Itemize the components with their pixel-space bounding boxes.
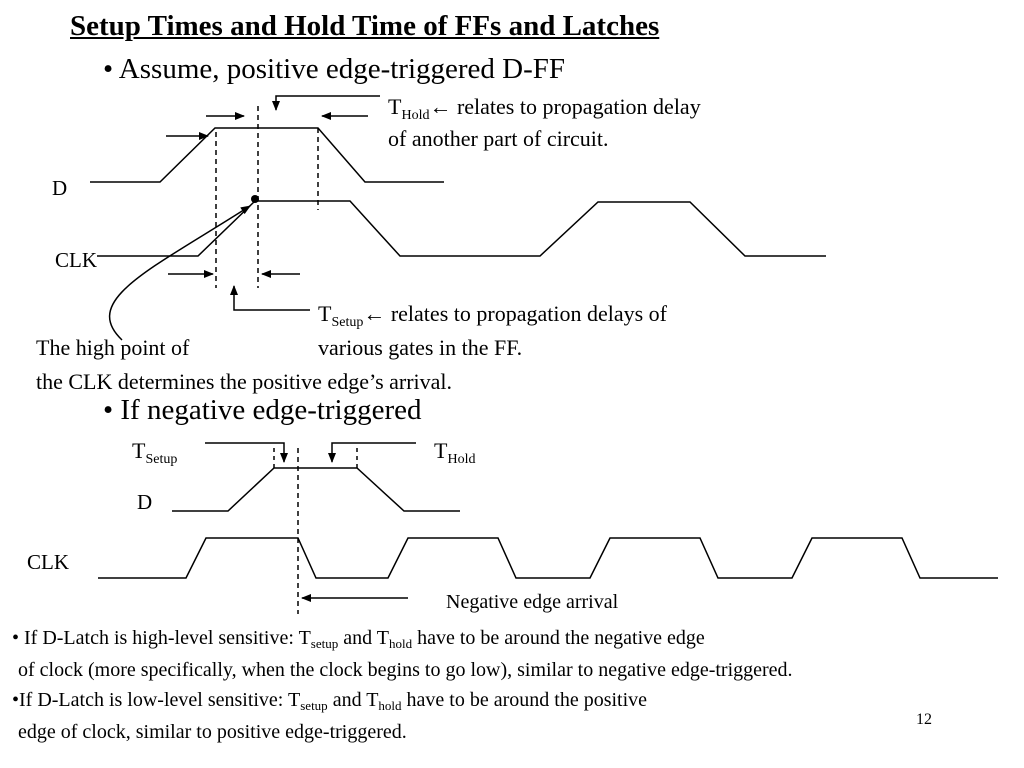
thold-label-negative: $T_{Hold}$ [434, 438, 476, 467]
page-number: 12 [916, 711, 932, 728]
clk-waveform-negative [98, 538, 998, 578]
clk-label-negative: CLK [27, 550, 69, 574]
tsetup-note-line2: various gates in the FF. [318, 335, 523, 360]
thold-note-line2: of another part of circuit. [388, 126, 609, 151]
clk-high-point-dot [251, 195, 259, 203]
tsetup-note-line1: $T_{Setup}\leftarrow$ relates to propagation delays of [318, 301, 667, 330]
d-waveform-positive [90, 128, 444, 182]
highpoint-note-line1: The high point of [36, 335, 190, 360]
clk-label-positive: CLK [55, 248, 97, 272]
tsetup-label-negative: $T_{Setup}$ [132, 438, 178, 467]
d-label-negative: D [137, 490, 153, 514]
d-label-positive: D [52, 176, 68, 200]
thold-note-line1: $T_{Hold}\leftarrow$ relates to propagation delay [388, 94, 701, 123]
latch-low-note-line1: •If D-Latch is low-level sensitive: $T_{setup}$ and $T_{hold}$ have to be around the positive [12, 689, 648, 713]
arrow-tsetup-pointer [234, 286, 310, 310]
latch-high-note-line1: • If D-Latch is high-level sensitive: $T_{setup}$ and $T_{hold}$ have to be around the negative edge [12, 627, 705, 651]
clk-waveform-positive [97, 201, 826, 256]
latch-low-note-line2: edge of clock, similar to positive edge-triggered. [18, 721, 407, 743]
arrow-thold-pointer [276, 96, 380, 110]
bullet-positive-edge: • Assume, positive edge-triggered D-FF [103, 53, 566, 85]
latch-high-note-line2: of clock (more specifically, when the clock begins to go low), similar to negative edge-triggered. [18, 659, 793, 681]
d-waveform-negative [172, 468, 460, 511]
slide-title: Setup Times and Hold Time of FFs and Latches [70, 10, 660, 42]
arrow-neg-tsetup [205, 443, 284, 462]
arrow-neg-thold [332, 443, 416, 462]
bullet-negative-edge: • If negative edge-triggered [103, 394, 422, 426]
highpoint-note-line2: the CLK determines the positive edge’s arrival. [36, 369, 453, 394]
negative-edge-arrival-label: Negative edge arrival [446, 591, 619, 613]
